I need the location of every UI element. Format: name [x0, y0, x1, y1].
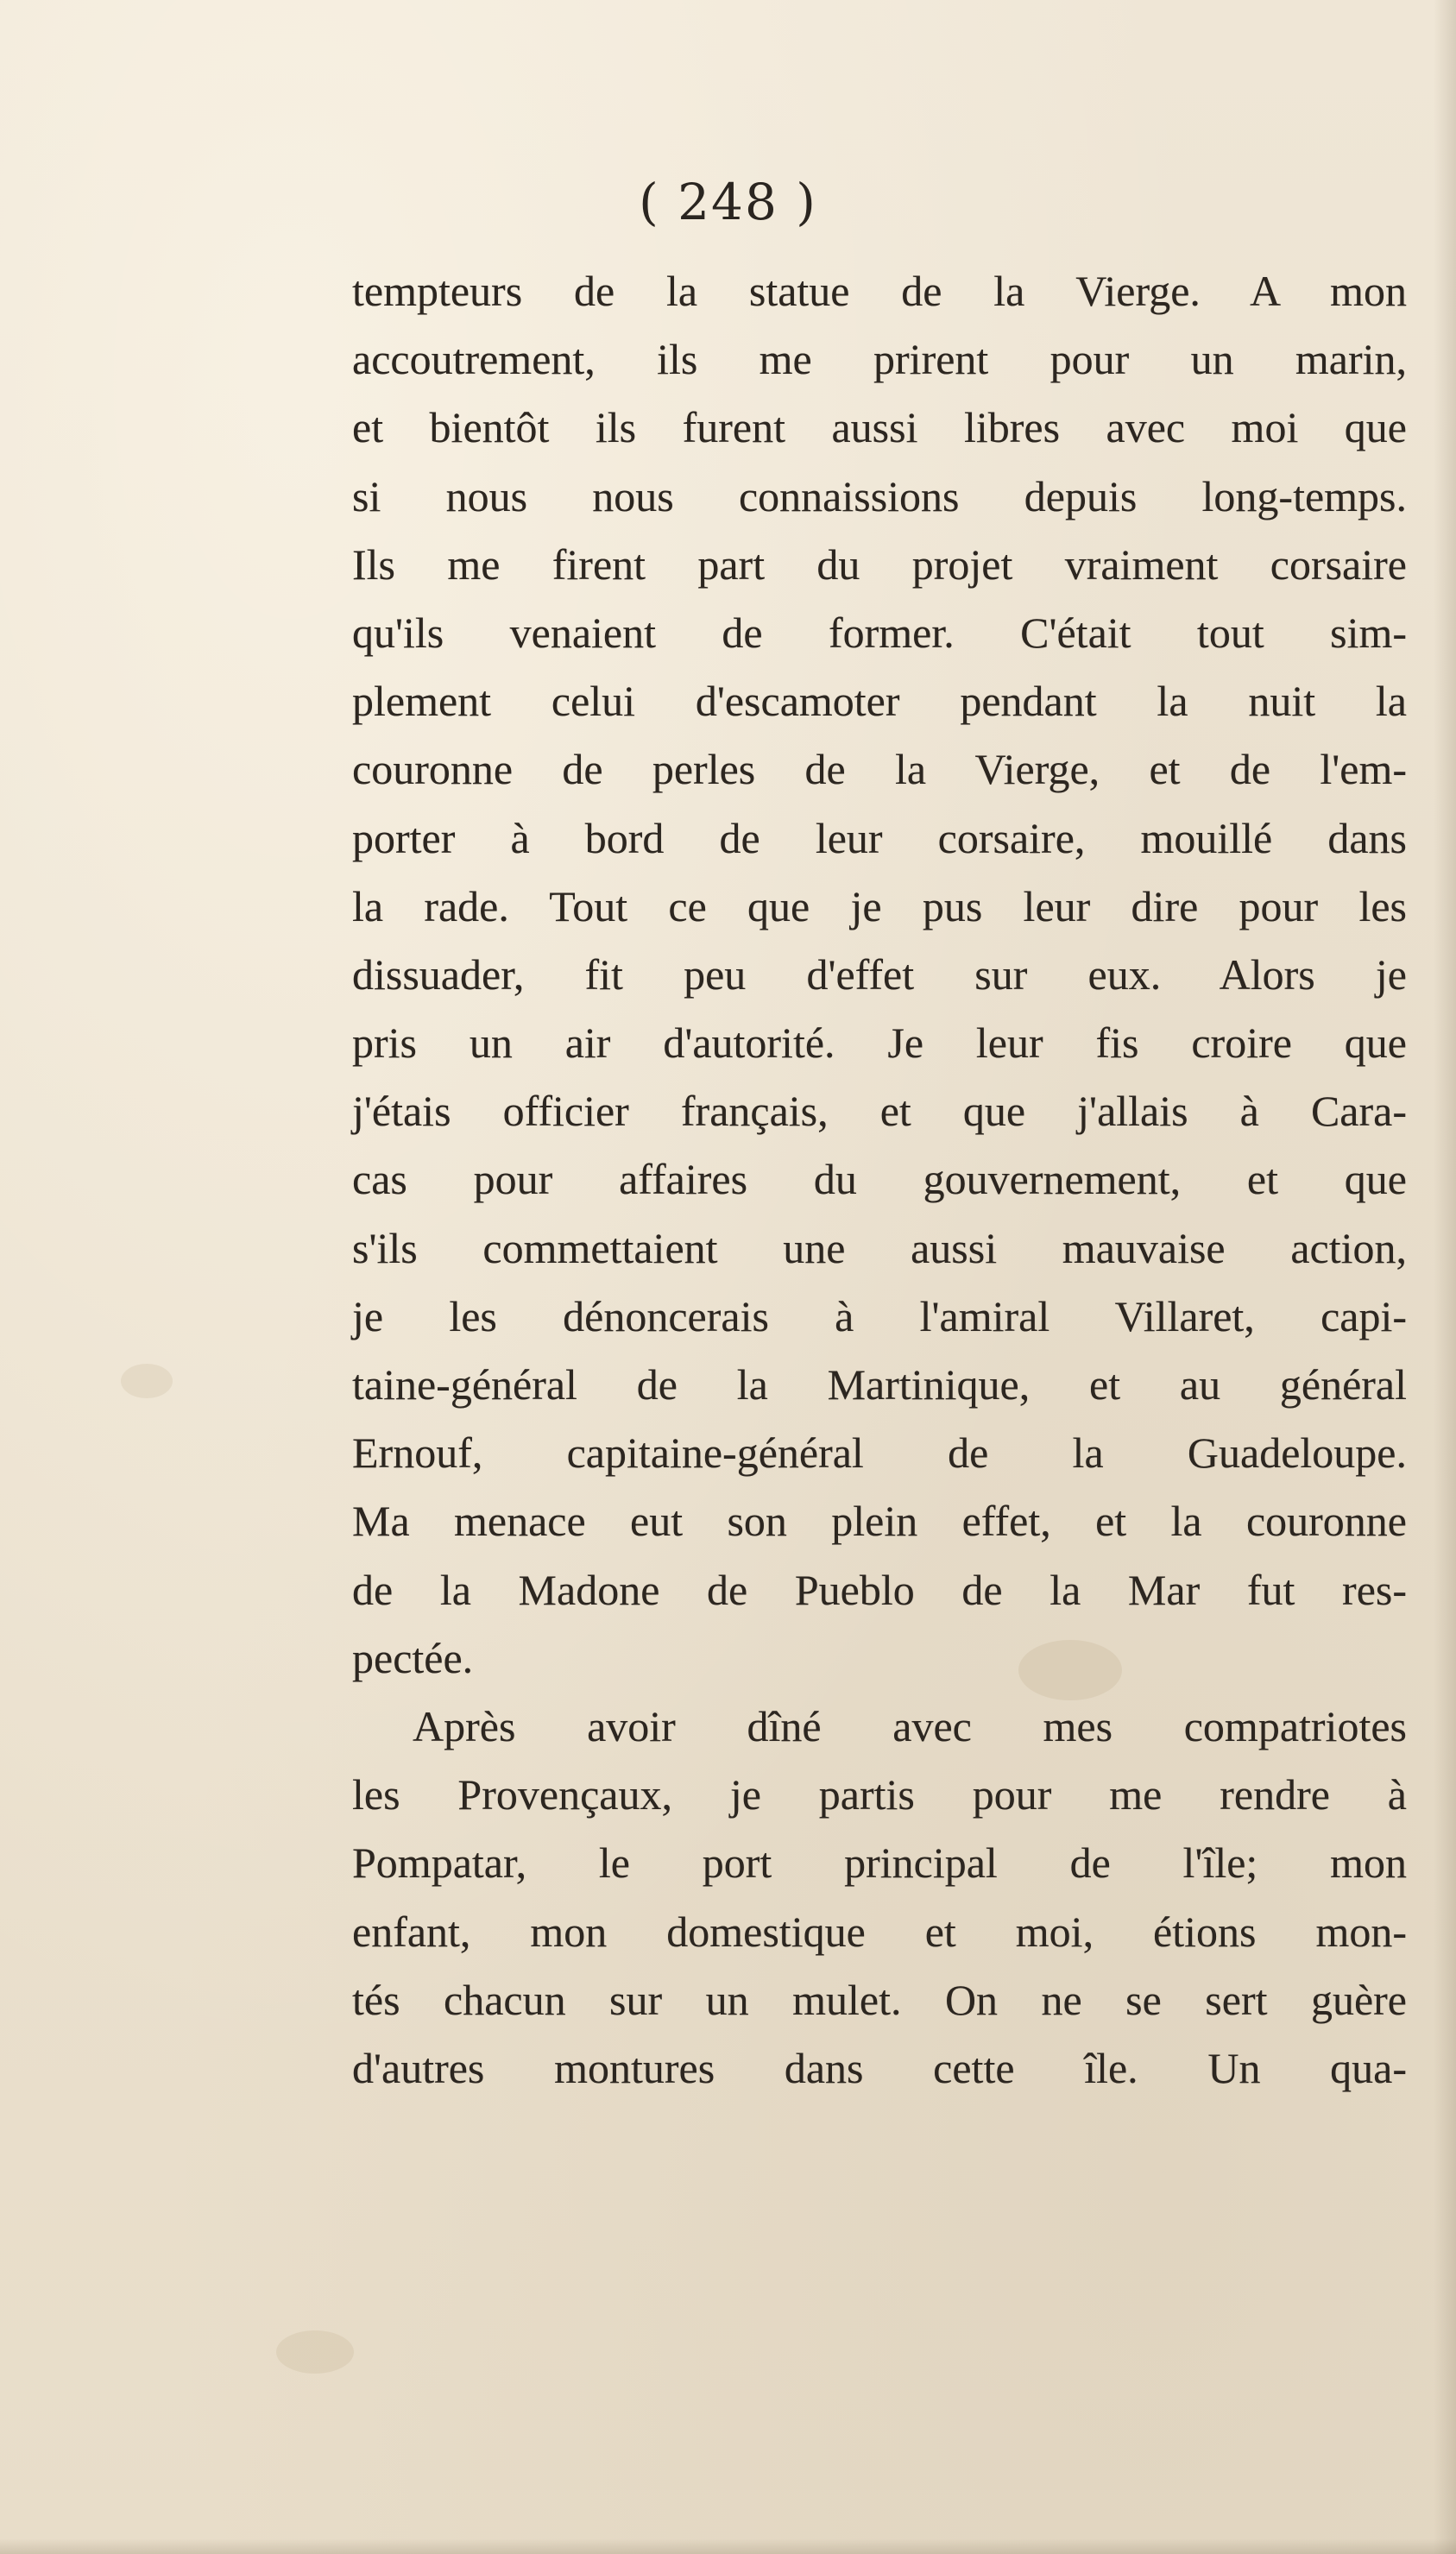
text-line: Ernouf, capitaine-général de la Guadeloupe.	[352, 1428, 1407, 1478]
text-line: les Provençaux, je partis pour me rendre à	[352, 1770, 1407, 1819]
text-line: enfant, mon domestique et moi, étions mon-	[352, 1907, 1407, 1956]
page-number: ( 248 )	[639, 173, 817, 231]
text-line: j'étais officier français, et que j'allais à Cara-	[352, 1087, 1407, 1136]
page-edge-shadow	[1434, 0, 1456, 2554]
paper-stain	[121, 1364, 173, 1398]
text-line: si nous nous connaissions depuis long-temps.	[352, 471, 1407, 520]
text-line: qu'ils venaient de former. C'était tout sim-	[352, 608, 1407, 657]
text-line: pris un air d'autorité. Je leur fis croire que	[352, 1018, 1407, 1068]
text-line: cas pour affaires du gouvernement, et que	[352, 1155, 1407, 1204]
page-bottom-shadow	[0, 2538, 1456, 2554]
text-line: couronne de perles de la Vierge, et de l'em-	[352, 745, 1407, 794]
body-text	[352, 257, 1407, 2103]
text-line: Ma menace eut son plein effet, et la couronne	[352, 1497, 1407, 1546]
text-line: taine-général de la Martinique, et au général	[352, 1360, 1407, 1409]
text-line: accoutrement, ils me prirent pour un marin,	[352, 335, 1407, 384]
text-line: s'ils commettaient une aussi mauvaise action,	[352, 1223, 1407, 1272]
text-line: Après avoir dîné avec mes compatriotes	[413, 1701, 1407, 1750]
text-line: et bientôt ils furent aussi libres avec moi que	[352, 403, 1407, 452]
text-line: tés chacun sur un mulet. On ne se sert guère	[352, 1975, 1407, 2024]
text-line: Ils me firent part du projet vraiment corsaire	[352, 539, 1407, 589]
text-line: pectée.	[352, 1633, 474, 1682]
text-line: Pompatar, le port principal de l'île; mon	[352, 1838, 1407, 1888]
text-line: porter à bord de leur corsaire, mouillé dans	[352, 813, 1407, 862]
text-line: dissuader, fit peu d'effet sur eux. Alors je	[352, 949, 1407, 999]
text-line: je les dénoncerais à l'amiral Villaret, capi-	[352, 1291, 1407, 1340]
text-line: plement celui d'escamoter pendant la nuit la	[352, 677, 1407, 726]
text-line: d'autres montures dans cette île. Un qua-	[352, 2043, 1407, 2092]
text-line: la rade. Tout ce que je pus leur dire pour les	[352, 881, 1407, 930]
paper-stain	[276, 2330, 354, 2374]
text-line: tempteurs de la statue de la Vierge. A mon	[352, 267, 1407, 315]
text-line: de la Madone de Pueblo de la Mar fut res-	[352, 1565, 1407, 1614]
